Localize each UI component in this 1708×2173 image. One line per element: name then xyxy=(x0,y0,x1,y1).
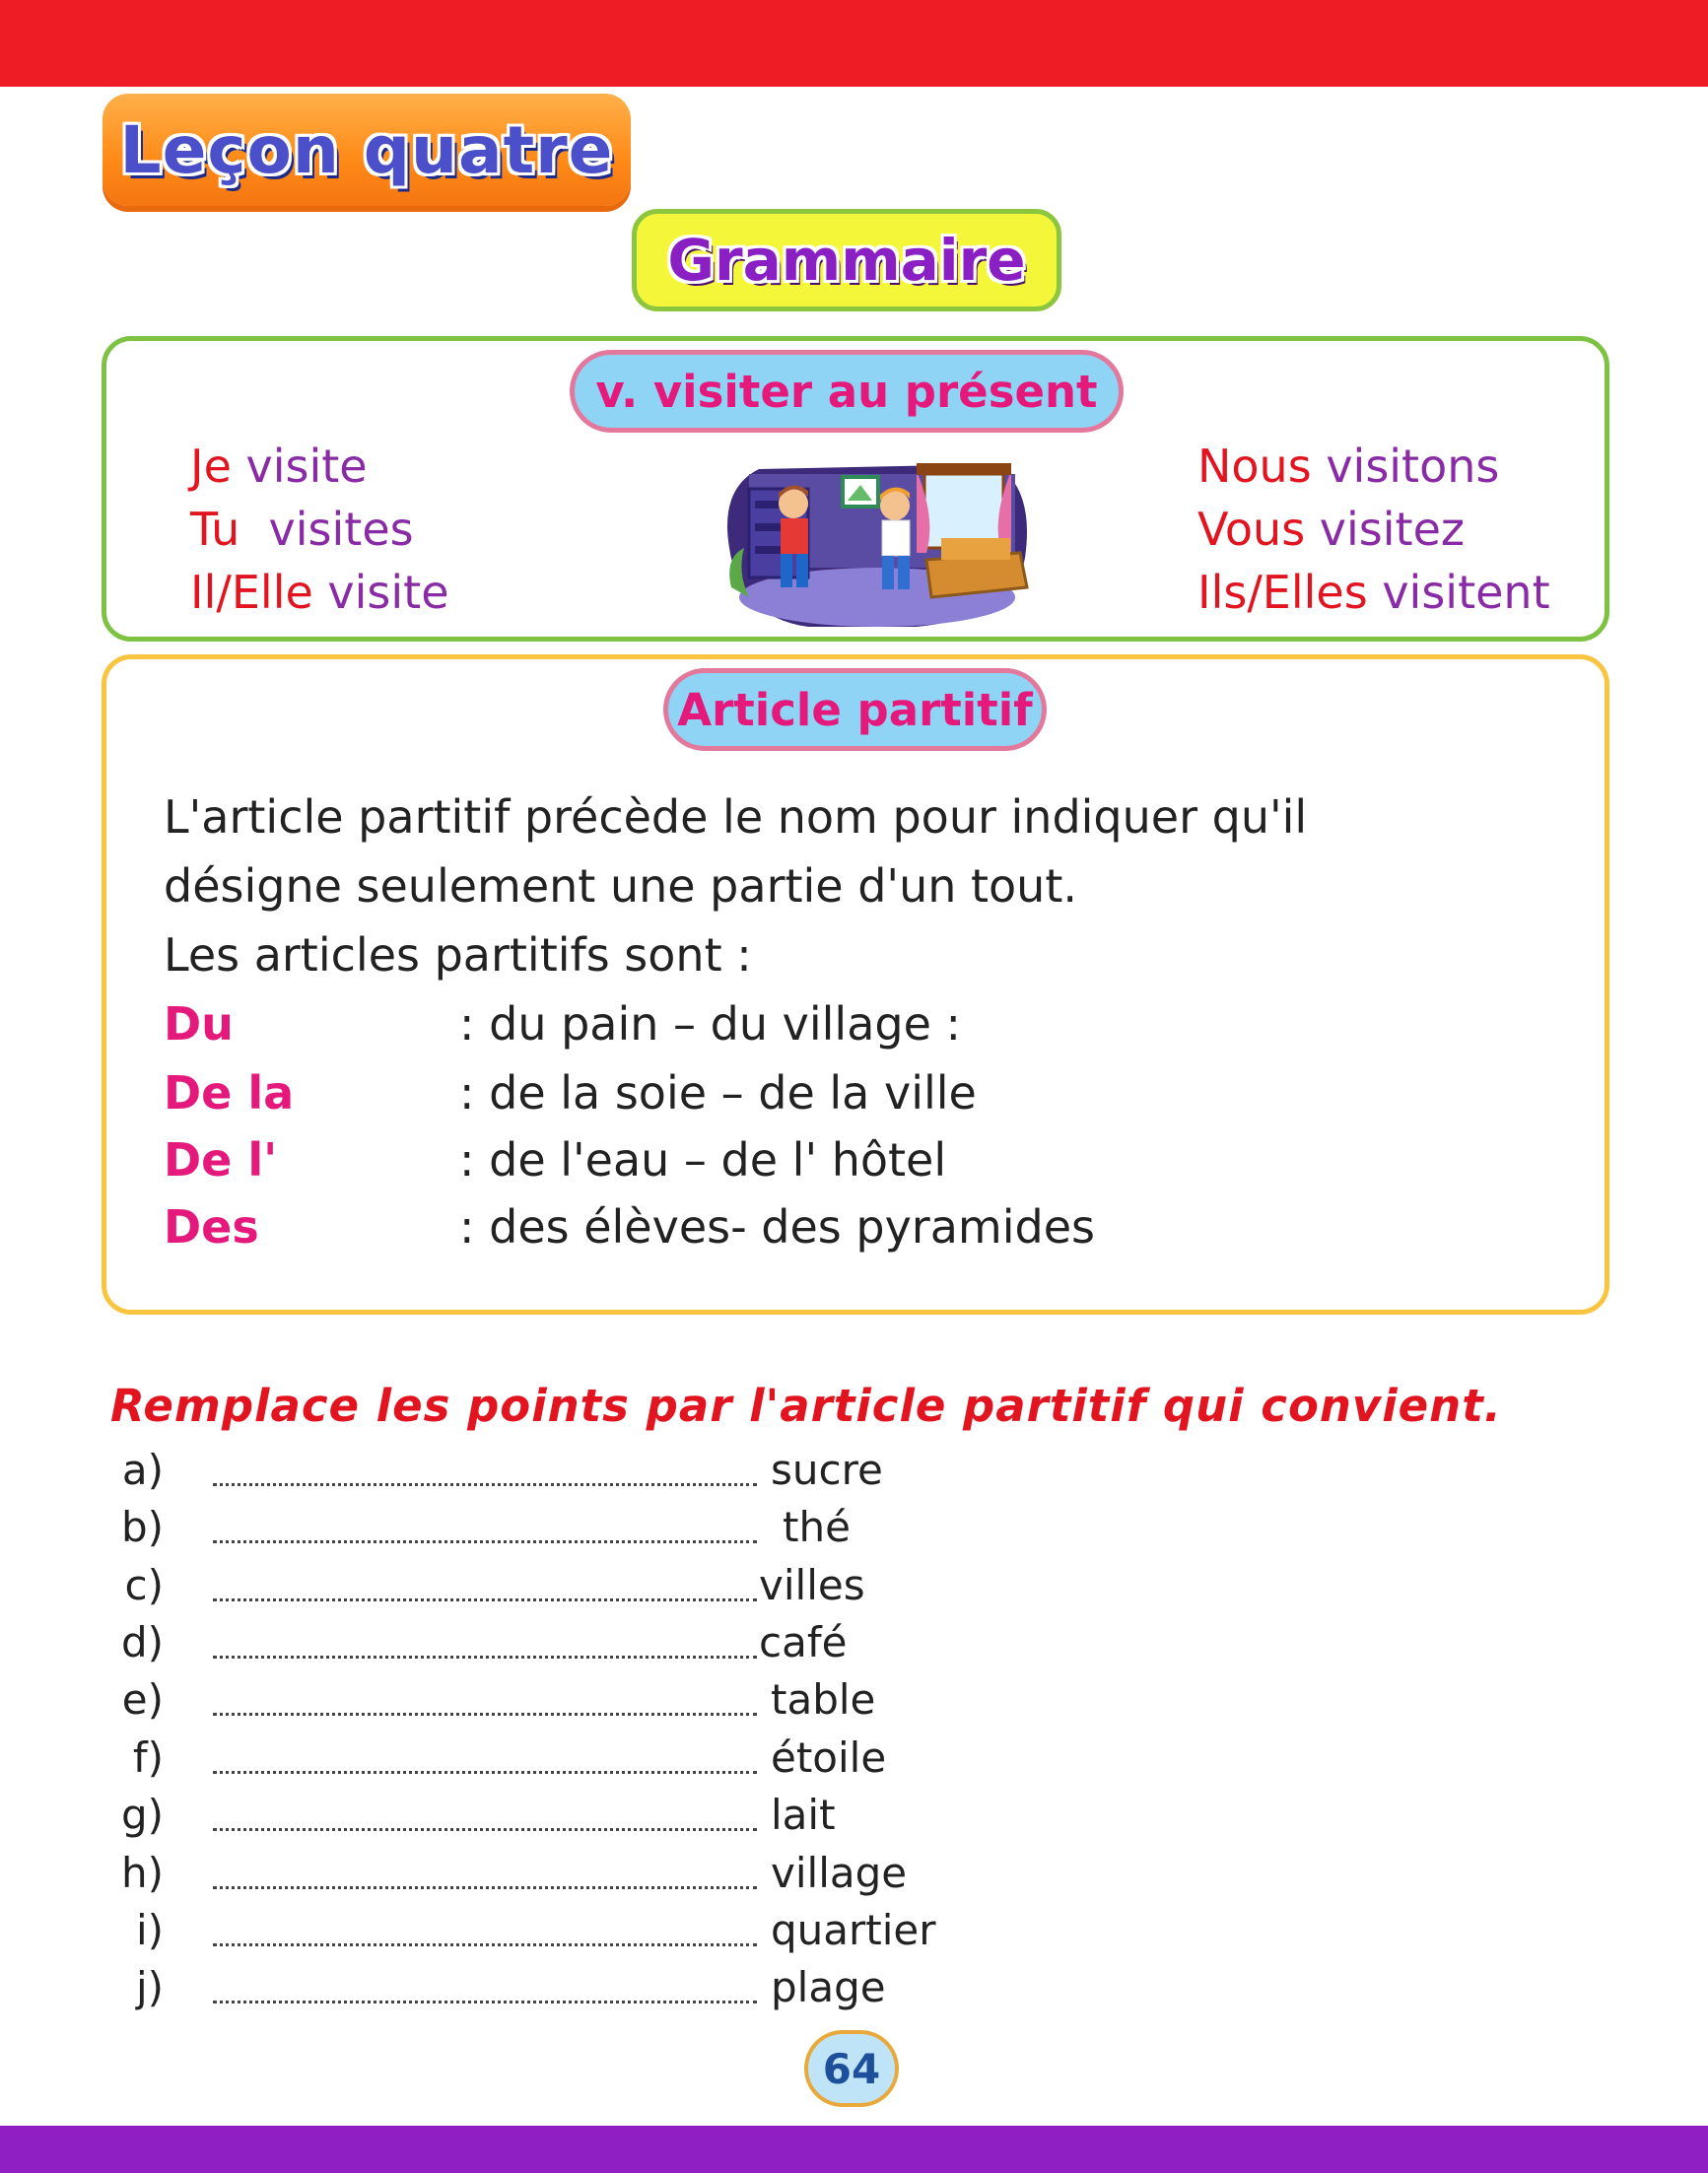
article-name: De la xyxy=(164,1066,295,1120)
verb-heading: v. visiter au présent xyxy=(570,350,1124,433)
answer-blank[interactable] xyxy=(213,1656,757,1659)
item-word: lait xyxy=(771,1791,836,1839)
item-letter: a) xyxy=(121,1446,164,1494)
item-letter: h) xyxy=(120,1849,164,1897)
exercise-item xyxy=(108,1618,995,1673)
article-examples: : de l'eau – de l' hôtel xyxy=(459,1133,947,1187)
item-letter: j) xyxy=(135,1963,164,2011)
room-illustration xyxy=(719,449,1035,630)
answer-blank[interactable] xyxy=(213,1483,757,1486)
item-letter: i) xyxy=(135,1906,164,1954)
article-name: De l' xyxy=(164,1133,278,1187)
item-word: étoile xyxy=(771,1733,887,1782)
conjugation-line: Vous visitez xyxy=(1197,503,1466,556)
exercise-item xyxy=(108,1503,995,1558)
exercise-item xyxy=(108,1733,995,1789)
exercise-item xyxy=(108,1675,995,1731)
lesson-title: Leçon quatre xyxy=(119,111,614,188)
article-name: Des xyxy=(164,1200,259,1254)
bottom-color-band xyxy=(0,2126,1708,2173)
item-word: table xyxy=(771,1675,876,1724)
item-word: plage xyxy=(771,1963,886,2011)
item-word: sucre xyxy=(771,1446,883,1494)
item-letter: d) xyxy=(120,1618,164,1666)
exercise-item xyxy=(108,1906,995,1961)
item-letter: g) xyxy=(120,1791,164,1839)
exercise-item xyxy=(108,1561,995,1616)
answer-blank[interactable] xyxy=(213,1943,757,1946)
section-title: Grammaire xyxy=(667,227,1026,294)
article-examples: : de la soie – de la ville xyxy=(459,1066,977,1120)
answer-blank[interactable] xyxy=(213,1828,757,1831)
answer-blank[interactable] xyxy=(213,1771,757,1774)
item-letter: c) xyxy=(124,1561,164,1609)
item-word: thé xyxy=(783,1503,851,1551)
conjugation-line: Tu visites xyxy=(190,503,414,556)
article-heading: Article partitif xyxy=(663,668,1047,751)
article-name: Du xyxy=(164,997,234,1051)
conjugation-line: Nous visitons xyxy=(1197,440,1500,493)
definition-line: désigne seulement une partie d'un tout. xyxy=(164,859,1077,913)
conjugation-line: Ils/Elles visitent xyxy=(1197,566,1550,619)
item-letter: e) xyxy=(121,1675,164,1724)
answer-blank[interactable] xyxy=(213,1886,757,1889)
answer-blank[interactable] xyxy=(213,1540,757,1543)
item-word: villes xyxy=(759,1561,865,1609)
exercise-item xyxy=(108,1446,995,1501)
exercise-instruction: Remplace les points par l'article partitif qui convient. xyxy=(110,1380,1502,1432)
exercise-item xyxy=(108,1791,995,1846)
item-word: café xyxy=(759,1618,848,1666)
article-examples: : du pain – du village : xyxy=(459,997,962,1051)
top-color-band xyxy=(0,0,1708,87)
item-letter: f) xyxy=(132,1733,164,1782)
conjugation-line: Il/Elle visite xyxy=(190,566,449,619)
answer-blank[interactable] xyxy=(213,1713,757,1716)
conjugation-line: Je visite xyxy=(190,440,368,493)
definition-line: L'article partitif précède le nom pour indiquer qu'il xyxy=(164,790,1308,844)
exercise-item xyxy=(108,1849,995,1904)
exercise-item xyxy=(108,1963,995,2018)
item-word: quartier xyxy=(771,1906,936,1954)
grammar-badge xyxy=(632,209,1061,311)
item-letter: b) xyxy=(120,1503,164,1551)
answer-blank[interactable] xyxy=(213,2001,757,2003)
item-word: village xyxy=(771,1849,908,1897)
answer-blank[interactable] xyxy=(213,1598,757,1601)
page-number: 64 xyxy=(804,2030,899,2107)
article-examples: : des élèves- des pyramides xyxy=(459,1200,1095,1254)
list-intro: Les articles partitifs sont : xyxy=(164,928,752,982)
